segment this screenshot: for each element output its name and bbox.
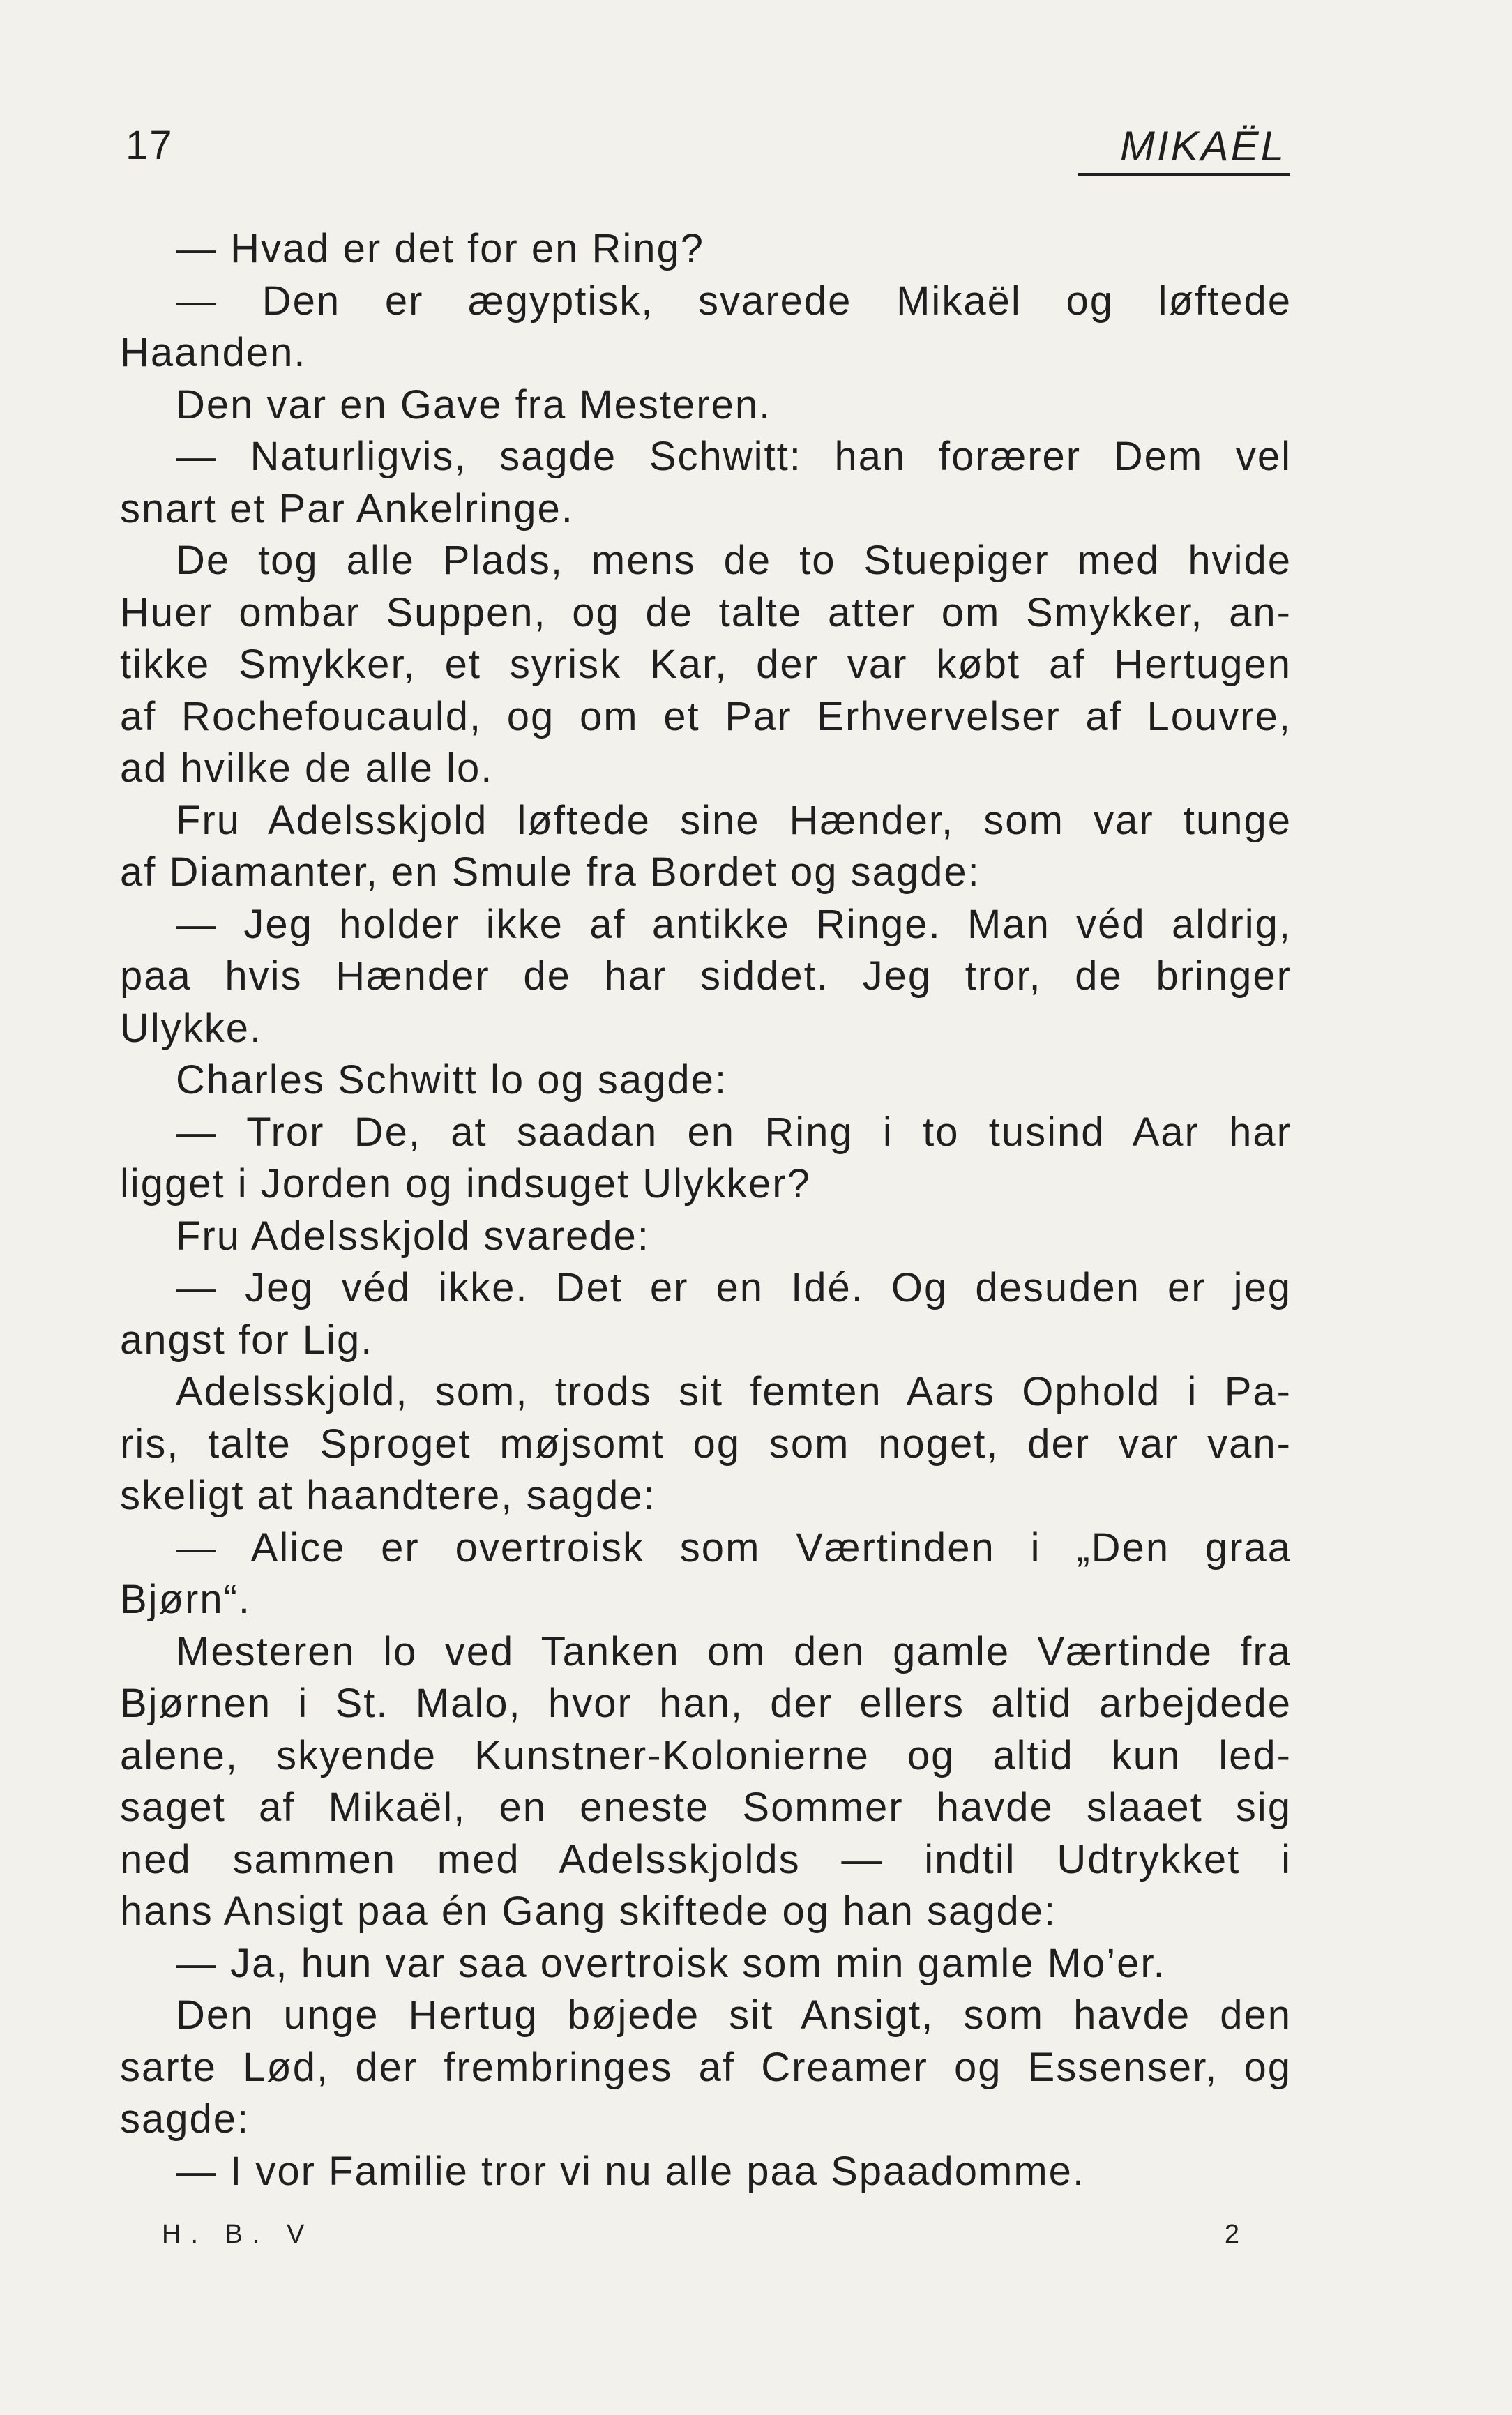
text-line: — I vor Familie tror vi nu alle paa Spaadomme. (176, 2148, 1086, 2194)
text-line: Den var en Gave fra Mesteren. (176, 381, 772, 427)
text-line: skeligt at haandtere, sagde: (120, 1473, 656, 1518)
text-line: saget af Mikaël, en eneste Sommer havde slaaet sig (120, 1785, 1292, 1830)
text-line: — Jeg holder ikke af antikke Ringe. Man véd aldrig, (176, 901, 1292, 947)
text-line: Haanden. (120, 330, 307, 375)
text-line: snart et Par Ankelringe. (120, 485, 574, 531)
text-line: — Ja, hun var saa overtroisk som min gamle Mo’er. (176, 1940, 1166, 1986)
text-line: alene, skyende Kunstner-Kolonierne og altid kun led- (120, 1732, 1292, 1778)
text-line: Den unge Hertug bøjede sit Ansigt, som havde den (176, 1992, 1292, 2038)
text-line: Mesteren lo ved Tanken om den gamle Værtinde fra (176, 1628, 1292, 1674)
page-number: 17 (126, 123, 174, 168)
text-line: — Naturligvis, sagde Schwitt: han forærer Dem vel (176, 434, 1292, 479)
text-line: De tog alle Plads, mens de to Stuepiger med hvide (176, 538, 1292, 583)
text-line: Bjørn“. (120, 1577, 251, 1622)
text-line: Huer ombar Suppen, og de talte atter om Smykker, an- (120, 589, 1292, 635)
sheet-number: 2 (1224, 2220, 1239, 2249)
text-line: Charles Schwitt lo og sagde: (176, 1057, 728, 1103)
printer-signature: H. B. V (162, 2220, 315, 2249)
text-line: — Hvad er det for en Ring? (176, 226, 705, 271)
text-line: angst for Lig. (120, 1317, 374, 1363)
text-line: — Alice er overtroisk som Værtinden i „Den graa (176, 1524, 1292, 1570)
running-title: MIKAËL (1078, 122, 1290, 176)
text-line: paa hvis Hænder de har siddet. Jeg tror, de bringer (120, 953, 1292, 999)
text-line: sagde: (120, 2096, 250, 2142)
body-text (120, 223, 1292, 2197)
text-line: tikke Smykker, et syrisk Kar, der var købt af Hertugen (120, 642, 1292, 687)
text-line: — Jeg véd ikke. Det er en Idé. Og desuden er jeg (176, 1265, 1292, 1310)
text-line: af Diamanter, en Smule fra Bordet og sagde: (120, 849, 981, 895)
text-line: — Tror De, at saadan en Ring i to tusind Aar har (176, 1109, 1292, 1155)
text-line: Adelsskjold, som, trods sit femten Aars Ophold i Pa- (176, 1369, 1292, 1414)
text-line: Ulykke. (120, 1005, 263, 1051)
text-line: sarte Lød, der frembringes af Creamer og Essenser, og (120, 2044, 1292, 2090)
text-line: Bjørnen i St. Malo, hvor han, der ellers altid arbejdede (120, 1681, 1292, 1726)
text-line: ris, talte Sproget møjsomt og som noget, der var van- (120, 1421, 1292, 1467)
page-footer (162, 2220, 1239, 2262)
text-line: — Den er ægyptisk, svarede Mikaël og løftede (176, 278, 1292, 324)
text-line: hans Ansigt paa én Gang skiftede og han sagde: (120, 1888, 1057, 1934)
text-line: Fru Adelsskjold løftede sine Hænder, som var tunge (176, 797, 1292, 843)
text-line: af Rochefoucauld, og om et Par Erhvervelser af Louvre, (120, 693, 1292, 739)
page-header (126, 115, 1290, 178)
text-line: ad hvilke de alle lo. (120, 745, 494, 791)
text-line: ligget i Jorden og indsuget Ulykker? (120, 1161, 811, 1206)
text-line: Fru Adelsskjold svarede: (176, 1213, 650, 1259)
text-line: ned sammen med Adelsskjolds — indtil Udtrykket i (120, 1836, 1292, 1882)
